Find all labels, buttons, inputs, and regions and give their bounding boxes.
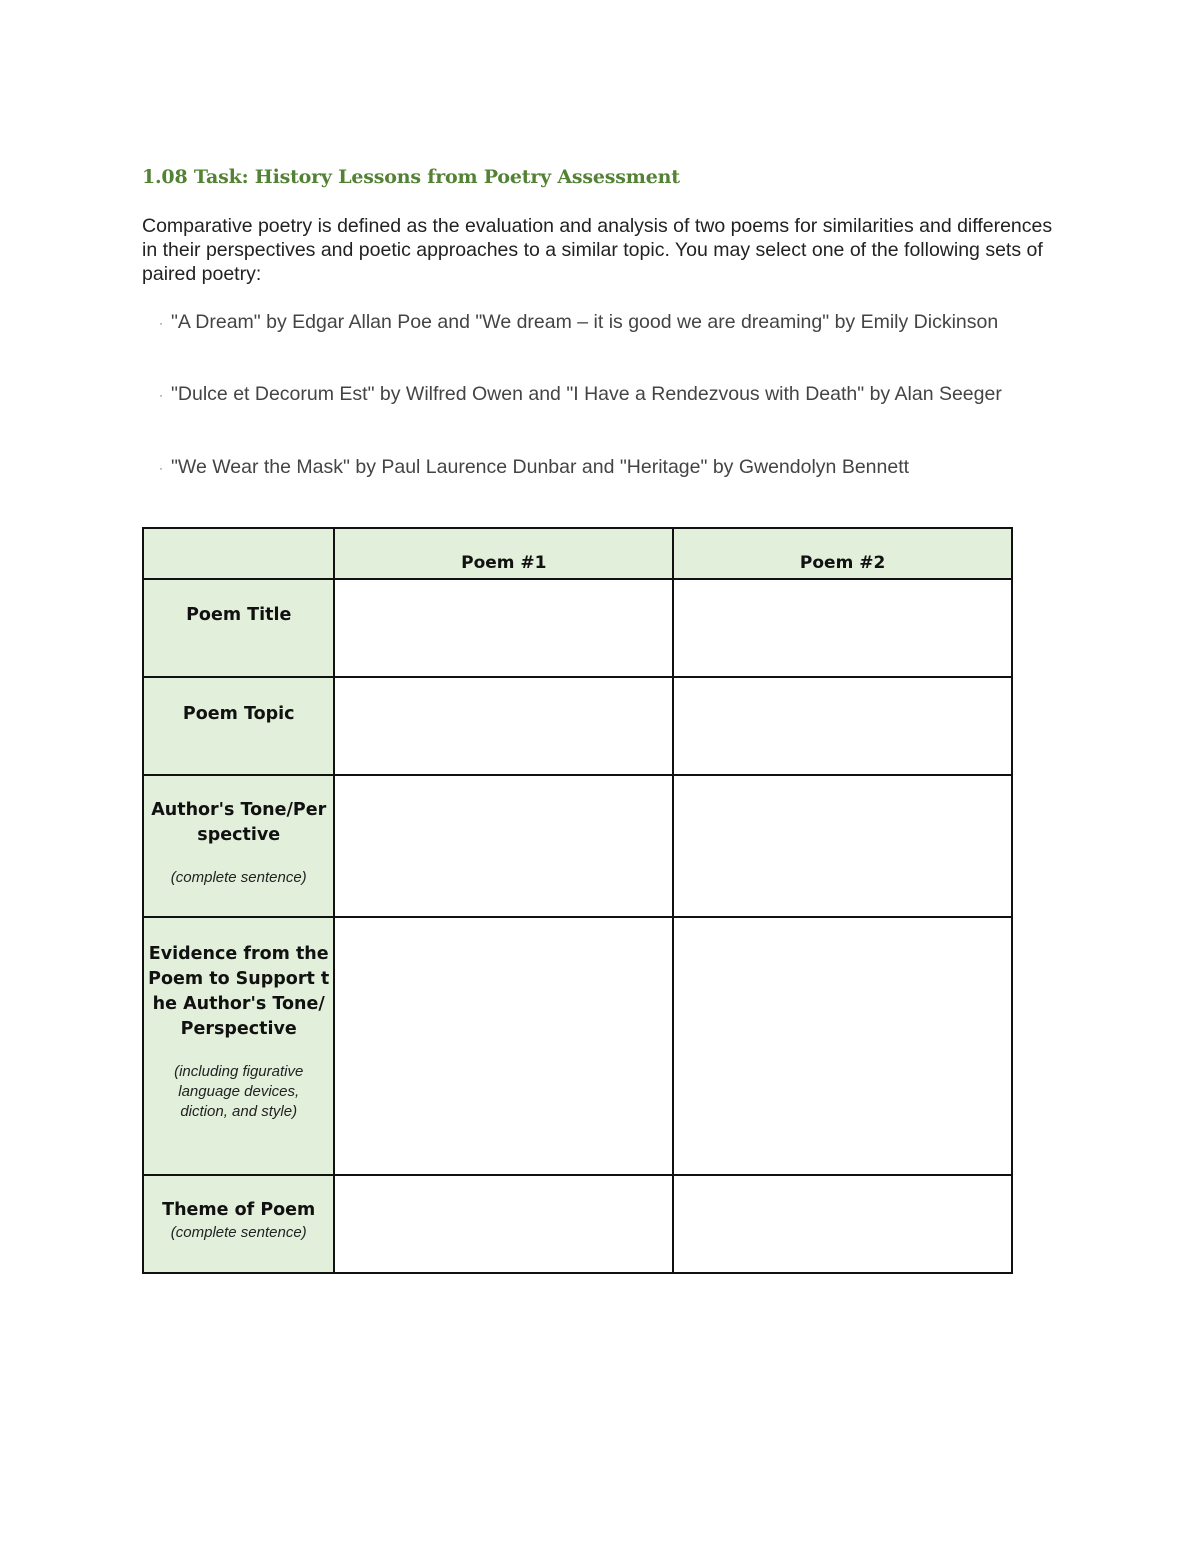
row-label-cell — [143, 579, 334, 677]
row-note: (complete sentence) — [170, 869, 307, 886]
bullet-icon: · — [159, 460, 163, 475]
row-note: (complete sentence) — [170, 1224, 307, 1241]
poem-pair-option — [159, 382, 1002, 407]
header-label: Poem #2 — [799, 553, 886, 573]
table-row — [143, 775, 1012, 917]
comparison-table — [142, 527, 1013, 1274]
table-header-row — [143, 528, 1012, 579]
poem-2-theme-field[interactable] — [673, 1175, 1012, 1273]
poem-pair-option — [159, 455, 909, 480]
row-label: Evidence from the Poem to Support the Author's Tone/Perspective — [148, 944, 330, 1039]
intro-paragraph: Comparative poetry is defined as the evaluation and analysis of two poems for similarities and differences in their perspectives and poetic approaches to a similar topic. You may select one of the following sets of paired poetry: — [142, 215, 1053, 285]
row-label-cell — [143, 917, 334, 1175]
poem-1-topic-field[interactable] — [334, 677, 673, 775]
header-blank-cell — [143, 528, 334, 579]
poem-pair-text: "Dulce et Decorum Est" by Wilfred Owen and "I Have a Rendezvous with Death" by Alan Seeger — [171, 383, 1002, 405]
poem-1-evidence-field[interactable] — [334, 917, 673, 1175]
row-note: (including figurative language devices, diction, and style) — [174, 1063, 304, 1120]
poem-2-tone-field[interactable] — [673, 775, 1012, 917]
row-label: Author's Tone/Perspective — [151, 800, 327, 845]
bullet-icon: · — [159, 387, 163, 402]
table-row — [143, 579, 1012, 677]
row-label-cell — [143, 775, 334, 917]
table-row — [143, 917, 1012, 1175]
header-poem-2 — [673, 528, 1012, 579]
row-label-cell — [143, 677, 334, 775]
header-poem-1 — [334, 528, 673, 579]
poem-pair-text: "We Wear the Mask" by Paul Laurence Dunbar and "Heritage" by Gwendolyn Bennett — [171, 456, 910, 478]
row-label: Poem Topic — [182, 704, 295, 724]
document-title: 1.08 Task: History Lessons from Poetry Assessment — [142, 166, 680, 188]
poem-pair-text: "A Dream" by Edgar Allan Poe and "We dream – it is good we are dreaming" by Emily Dickinson — [171, 311, 999, 333]
table-row — [143, 1175, 1012, 1273]
table-row — [143, 677, 1012, 775]
poem-1-tone-field[interactable] — [334, 775, 673, 917]
poem-2-topic-field[interactable] — [673, 677, 1012, 775]
poem-pair-option — [159, 310, 998, 335]
header-label: Poem #1 — [461, 553, 547, 573]
row-label: Poem Title — [186, 605, 292, 625]
poem-2-title-field[interactable] — [673, 579, 1012, 677]
row-label-cell — [143, 1175, 334, 1273]
bullet-icon: · — [159, 315, 163, 330]
poem-2-evidence-field[interactable] — [673, 917, 1012, 1175]
poem-1-theme-field[interactable] — [334, 1175, 673, 1273]
row-label: Theme of Poem — [162, 1200, 316, 1220]
poem-1-title-field[interactable] — [334, 579, 673, 677]
